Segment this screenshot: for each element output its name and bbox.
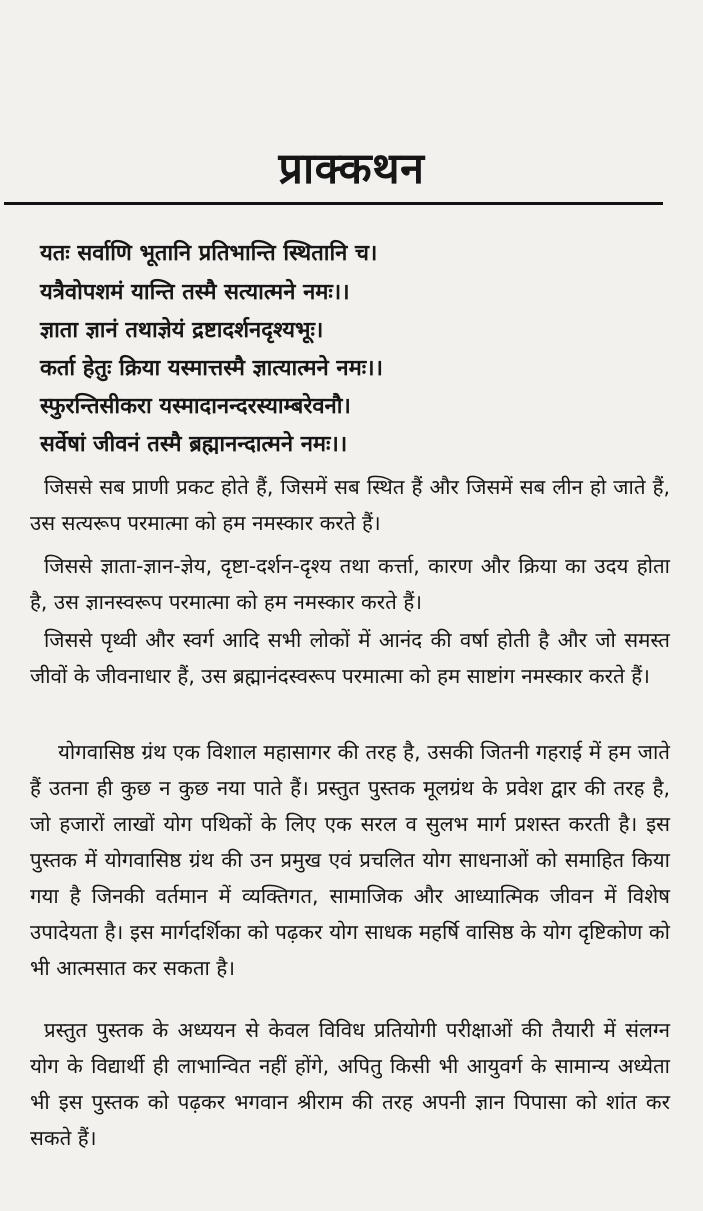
paragraph-text: जिससे पृथ्वी और स्वर्ग आदि सभी लोकों में आनंद की वर्षा होती है और जो समस्त जीवों के जीवनाधार हैं, उस ब्रह्मानंदस्वरूप परमात्मा को हम साष्टांग नमस्कार करते हैं।: [30, 628, 670, 688]
verse-line: यत्रैवोपशमं यान्ति तस्मै सत्यात्मने नमः।।: [40, 280, 350, 305]
paragraph: [30, 548, 670, 620]
paragraph: [30, 1012, 670, 1156]
page-title: प्राक्कथन: [278, 144, 425, 194]
verse-line: यतः सर्वाणि भूतानि प्रतिभान्ति स्थितानि च।: [40, 241, 378, 266]
paragraph-text: प्रस्तुत पुस्तक के अध्ययन से केवल विविध प्रतियोगी परीक्षाओं की तैयारी में संलग्न योग के विद्यार्थी ही लाभान्वित नहीं होंगे, अपितु किसी भी आयुवर्ग के सामान्य अध्येता भी इस पुस्तक को पढ़कर भगवान श्रीराम की तरह अपनी ज्ञान पिपासा को शांत कर सकते हैं।: [30, 1018, 670, 1150]
paragraph-text: योगवासिष्ठ ग्रंथ एक विशाल महासागर की तरह है, उसकी जितनी गहराई में हम जाते हैं उतना ही कुछ न कुछ नया पाते हैं। प्रस्तुत पुस्तक मूलग्रंथ के प्रवेश द्वार की तरह है, जो हजारों लाखों योग पथिकों के लिए एक सरल व सुलभ मार्ग प्रशस्त करती है। इस पुस्तक में योगवासिष्ठ ग्रंथ की उन प्रमुख एवं प्रचलित योग साधनाओं को समाहित किया गया है जिनकी वर्तमान में व्यक्तिगत, सामाजिक और आध्यात्मिक जीवन में विशेष उपादेयता है। इस मार्गदर्शिका को पढ़कर योग साधक महर्षि वासिष्ठ के योग दृष्टिकोण को भी आत्मसात कर सकता है।: [30, 740, 670, 980]
paragraph: [30, 622, 670, 694]
verse-line: ज्ञाता ज्ञानं तथाज्ञेयं द्रष्टादर्शनदृश्यभूः।: [40, 318, 324, 343]
verse-line: सर्वेषां जीवनं तस्मै ब्रह्मानन्दात्मने नमः।।: [40, 432, 348, 457]
paragraph-text: जिससे ज्ञाता-ज्ञान-ज्ञेय, दृष्टा-दर्शन-दृश्य तथा कर्त्ता, कारण और क्रिया का उदय होता है, उस ज्ञानस्वरूप परमात्मा को हम नमस्कार करते हैं।: [30, 554, 670, 614]
paragraph: [30, 734, 670, 986]
verse-line: कर्ता हेतुः क्रिया यस्मात्तस्मै ज्ञात्यात्मने नमः।।: [40, 356, 383, 381]
paragraph: [30, 469, 670, 541]
paragraph-text: जिससे सब प्राणी प्रकट होते हैं, जिसमें सब स्थित हैं और जिसमें सब लीन हो जाते हैं, उस सत्यरूप परमात्मा को हम नमस्कार करते हैं।: [30, 475, 670, 535]
verse-line: स्फुरन्तिसीकरा यस्मादानन्दरस्याम्बरेवनौ।: [40, 394, 351, 419]
title-divider: [4, 202, 663, 205]
